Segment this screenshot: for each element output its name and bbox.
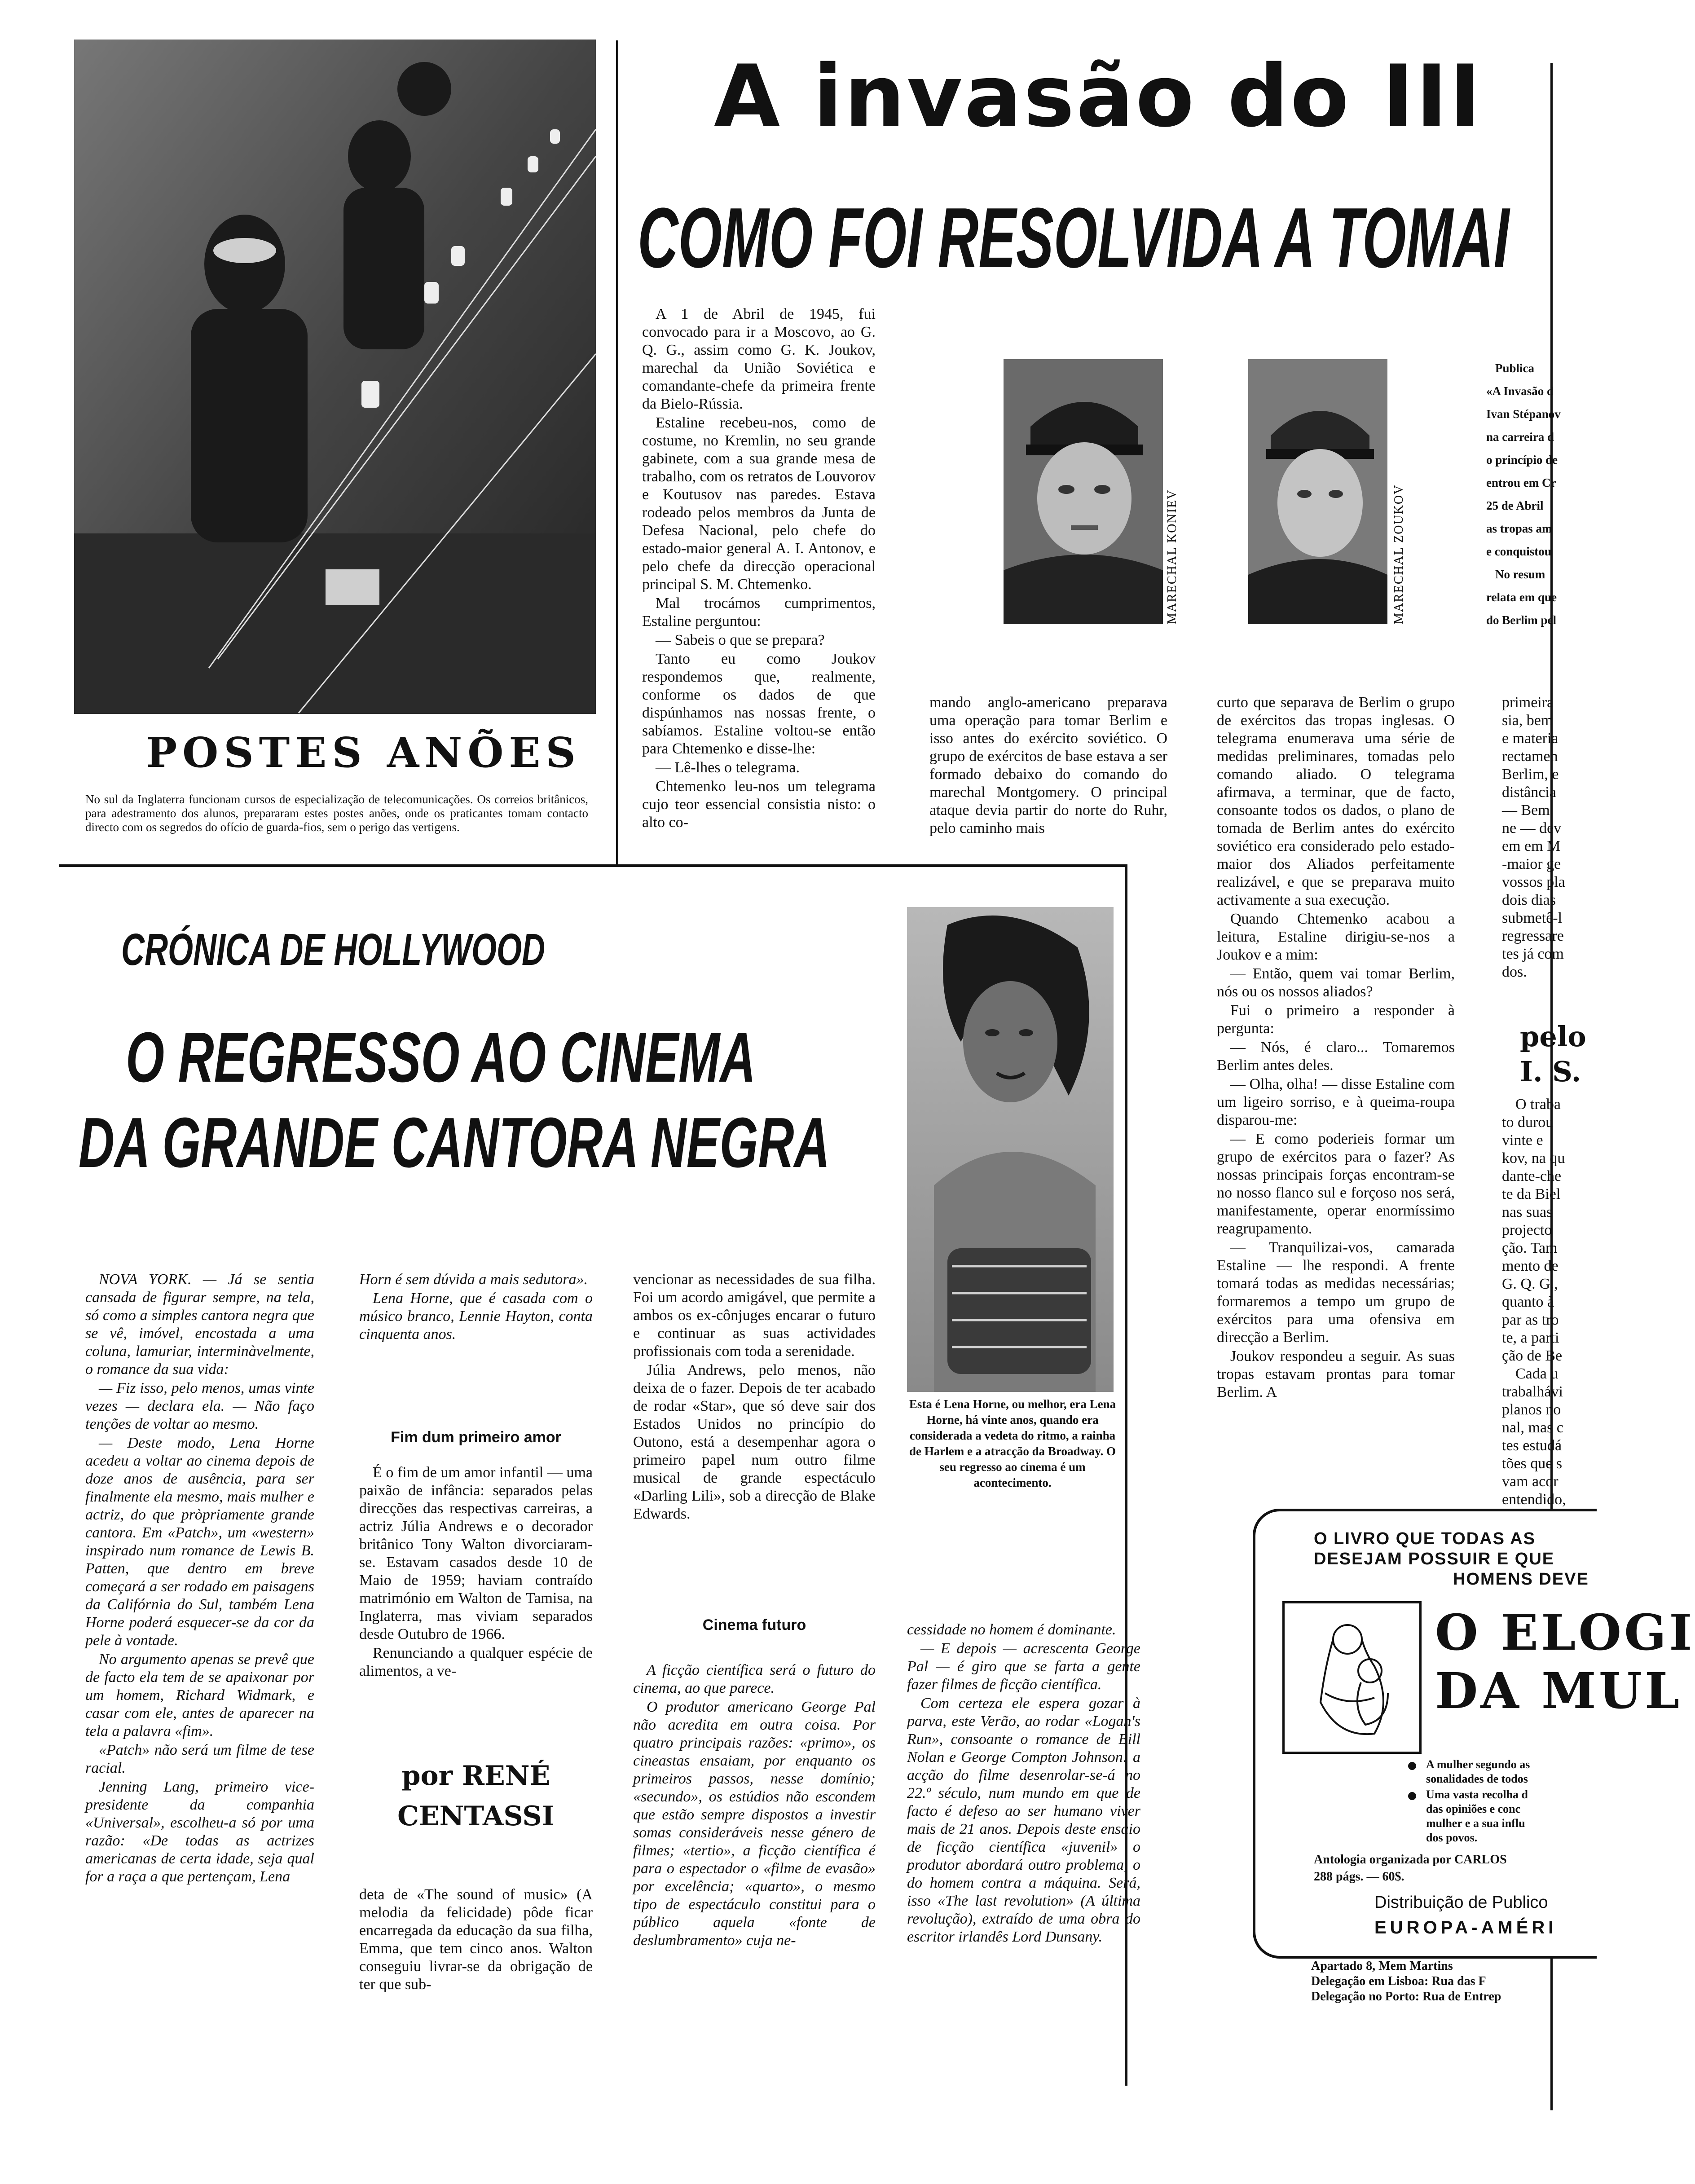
col5-line: par as tro [1502, 1312, 1559, 1328]
ad-bullet2-line: das opiniões e conc [1426, 1802, 1521, 1815]
invasion-col3-p1: curto que separava de Berlim o grupo de exércitos das tropas inglesas. O telegrama enumerava uma série de medidas preliminares, tomadas pelo comando aliado. O telegrama afirmava, a terminar, que de facto, consoante todos os dados, o plano de tomada de Berlim antes do exército soviético era considerado pelo estado-maior dos Aliados perfeitamente realizável, e que se preparava muito activamente a sua execução. [1217, 694, 1455, 908]
col5-line: nal, mas c [1502, 1419, 1563, 1436]
col5-line: O traba [1515, 1096, 1561, 1113]
intro-line: e conquistou [1486, 545, 1551, 558]
ad-line3: HOMENS DEVE [1453, 1570, 1589, 1589]
ad-anthology: Antologia organizada por CARLOS [1314, 1853, 1507, 1867]
subhead2-line: pelo [1520, 1020, 1586, 1053]
portrait-zoukov-label: MARECHAL ZOUKOV [1392, 484, 1406, 624]
col5-line: te, a parti [1502, 1330, 1559, 1346]
col4-line: dos. [1502, 964, 1527, 980]
invasion-subhead2-clipped [1520, 1019, 1586, 1100]
ad-bullet1 [1426, 1757, 1530, 1786]
portrait-koniev [1004, 359, 1163, 624]
col4-line: dois dias [1502, 892, 1556, 908]
hollywood-col1-p2: — Fiz isso, pelo menos, umas vinte vezes — declara ela. — Não faço tenções de voltar ao mesmo. [85, 1380, 314, 1432]
ad-address-line: Apartado 8, Mem Martins [1311, 1959, 1453, 1973]
col4-line: vossos pla [1502, 874, 1565, 890]
invasion-col3-p3: — Então, quem vai tomar Berlim, nós ou os nossos aliados? [1217, 965, 1455, 1000]
intro-line: «A Invasão d [1486, 384, 1554, 398]
intro-line: as tropas am [1486, 522, 1552, 535]
hollywood-col4-p3: Com certeza ele espera gozar à parva, este Verão, ao rodar «Logan's Run», consoante o romance de Bill Nolan e George Compton Johnson: a acção do filme desenrolar-se-á no 22.º século, num mundo em que de facto é defeso ao ser humano viver mais de 21 anos. Depois deste ensaio de ficção científica «juvenil» o produtor abordará outro problema, o do homem contra a máquina. Será, isso «The last revolution» (A última revolução), extraído de uma obra do escritor irlandês Lord Dunsany. [907, 1695, 1140, 1945]
col5-line: dante-che [1502, 1168, 1562, 1184]
col4-line: regressare [1502, 928, 1564, 944]
postes-photo-image [74, 40, 596, 714]
col4-line: e materia [1502, 730, 1559, 747]
invasion-col3-p2: Quando Chtemenko acabou a leitura, Estaline dirigiu-se-nos a Joukov e a mim: [1217, 911, 1455, 963]
hollywood-col1-p4: No argumento apenas se prevê que de facto ela tem de se apaixonar por um homem, Richard Widmark, e casar com ele, antes de aparecer na tela a palavra «fim». [85, 1651, 314, 1739]
col5-line: trabalhávi [1502, 1383, 1563, 1400]
ad-line1: O LIVRO QUE TODAS AS [1314, 1529, 1536, 1548]
portrait-koniev-label: MARECHAL KONIEV [1165, 489, 1179, 624]
intro-line: na carreira d [1486, 430, 1554, 444]
intro-line: Publica [1495, 361, 1535, 375]
col4-line: — Bem [1502, 802, 1550, 819]
invasion-col1-p1: A 1 de Abril de 1945, fui convocado para ir a Moscovo, ao G. Q. G., assim como G. K. Joukov, marechal da União Soviética e comandante-chefe da primeira frente da Bielo-Rússia. [642, 306, 876, 412]
ad-pages: 288 págs. — 60$. [1314, 1870, 1404, 1884]
hollywood-col2-p1: Horn é sem dúvida a mais sedutora». [359, 1271, 588, 1288]
col4-line: Berlim, e [1502, 766, 1559, 783]
hollywood-col4 [907, 1621, 1140, 1947]
invasion-col1-p7: Chtemenko leu-nos um telegrama cujo teor essencial consistia nisto: o alto co- [642, 778, 876, 831]
hollywood-col2-p3: É o fim de um amor infantil — uma paixão de infância: separados pelas direcções das respectivas carreiras, a actriz Júlia Andrews e o decorador britânico Tony Walton divorciaram-se. Estavam casados desde 10 de Maio de 1959; haviam contraído matrimónio em Walton de Tamisa, na Inglaterra, mas viviam separados desde Outubro de 1966. [359, 1464, 593, 1642]
lena-horne-photo [907, 907, 1114, 1392]
subhead2-line: I. S. [1520, 1055, 1581, 1088]
ad-bullet2-line: mulher e a sua influ [1426, 1817, 1525, 1830]
ad-bullet2 [1426, 1788, 1528, 1845]
invasion-col3-p8: — Tranquilizai-vos, camarada Estaline — lhe respondi. A frente tomará todas as medidas necessárias; formaremos a tempo um grupo de exércitos para uma ofensiva em direcção a Berlim. [1217, 1239, 1455, 1346]
col4-line: em em M [1502, 838, 1561, 854]
postes-caption: No sul da Inglaterra funcionam cursos de especialização de telecomunicações. Os correios britânicos, para adestramento dos alunos, prepararam estes postes anões, onde os praticantes tomam contacto directo com os segredos do ofício de guarda-fios, sem o perigo das vertigens. [85, 793, 588, 834]
ad-publisher: EUROPA-AMÉRI [1374, 1918, 1557, 1937]
invasion-col2 [929, 694, 1167, 838]
invasion-col1-p6: — Lê-lhes o telegrama. [656, 759, 800, 776]
hollywood-headline-line2: DA GRANDE CANTORA NEGRA [79, 1103, 830, 1182]
ad-address-line: Delegação no Porto: Rua de Entrep [1311, 1990, 1501, 2003]
col5-line: planos no [1502, 1401, 1561, 1418]
ad-bullet2-line: Uma vasta recolha d [1426, 1788, 1528, 1801]
ad-illustration [1282, 1601, 1422, 1754]
lena-horne-caption: Esta é Lena Horne, ou melhor, era Lena Horne, há vinte anos, quando era considerada a vedeta do ritmo, a rainha de Harlem e a atracção da Broadway. O seu regresso ao cinema é um acontecimento. [909, 1397, 1116, 1489]
col4-line: distância [1502, 784, 1556, 801]
hollywood-col1 [85, 1271, 314, 1887]
invasion-col3-p7: — E como poderieis formar um grupo de exércitos para o fazer? As nossas principais forças encontram-se no nosso flanco sul e forçoso nos será, manifestamente, operar enormíssimo reagrupamento. [1217, 1131, 1455, 1237]
col5-line: to durou [1502, 1114, 1554, 1131]
col5-line: projecto [1502, 1222, 1552, 1238]
hollywood-col2-bottom [359, 1886, 593, 1995]
subhead-fim-dum-primeiro-amor: Fim dum primeiro amor [391, 1429, 561, 1446]
hollywood-col3-p2: Júlia Andrews, pelo menos, não deixa de o fazer. Depois de ter acabado de rodar «Star», que só deve sair dos Estados Unidos no princípio do Outono, está a desempenhar agora o primeiro papel num outro filme musical de grande espectáculo «Darling Lili», sob a direcção de Blake Edwards. [633, 1362, 876, 1522]
hollywood-col3-bottom [633, 1661, 876, 1951]
byline-name: CENTASSI [397, 1801, 555, 1832]
ad-address [1311, 1959, 1581, 2004]
invasion-col3-p6: — Olha, olha! — disse Estaline com um ligeiro sorriso, e à queima-roupa disparou-me: [1217, 1076, 1455, 1128]
intro-line: 25 de Abril [1486, 499, 1544, 512]
col4-line: sia, bem [1502, 712, 1553, 729]
intro-line: relata em que [1486, 590, 1557, 604]
invasion-col4-clipped [1502, 694, 1581, 990]
ad-bullet1-line: A mulher segundo as [1426, 1758, 1530, 1771]
invasion-col5-clipped [1502, 1096, 1581, 1509]
book-advertisement [1253, 1509, 1695, 1959]
col4-line: rectamen [1502, 748, 1558, 765]
ad-bullet1-line: sonalidades de todos [1426, 1772, 1528, 1785]
hollywood-col1-p3: — Deste modo, Lena Horne acedeu a voltar ao cinema depois de doze anos de ausência, para ser finalmente ela mesmo, mais mulher e actriz, do que pròpriamente grande cantora. Em «Patch», um «western» inspirado num romance de Lewis B. Patten, que dentro em breve começará a ser rodado em paisagens da Califórnia do Sul, também Lena Horne poderá esquecer-se da cor da pele à vontade. [85, 1435, 314, 1649]
hollywood-col3-p1: vencionar as necessidades de sua filha. Foi um acordo amigável, que permite a ambos os ex-cônjuges encarar o futuro e continuar as suas actividades profissionais com toda a serenidade. [633, 1271, 876, 1360]
ad-bullet-dot-2 [1408, 1792, 1416, 1800]
invasion-col1-p4: — Sabeis o que se prepara? [656, 632, 825, 648]
intro-line: do Berlim pel [1486, 613, 1556, 627]
byline-por: por RENÉ [401, 1760, 550, 1792]
col5-line: mento de [1502, 1258, 1559, 1274]
invasion-col1 [642, 305, 876, 832]
col4-line: tes já com [1502, 946, 1564, 962]
mother-child-illustration-icon [1285, 1603, 1419, 1752]
lena-horne-photo-image [907, 907, 1114, 1392]
ad-line2: DESEJAM POSSUIR E QUE [1314, 1550, 1555, 1568]
invasion-intro-clipped [1486, 357, 1581, 635]
hollywood-col4-p2: — E depois — acrescenta George Pal — é giro que se farta a gente fazer filmes de ficção científica. [907, 1640, 1140, 1693]
portrait-zoukov-image [1248, 359, 1387, 624]
hollywood-col4-p1: cessidade no homem é dominante. [907, 1621, 1116, 1638]
postes-photo [74, 40, 596, 714]
col5-line: tes estudá [1502, 1437, 1562, 1454]
ad-bullet2-line: dos povos. [1426, 1831, 1478, 1844]
invasion-col1-p5: Tanto eu como Joukov respondemos que, realmente, conforme os dados de que dispúnhamos nas nossas frente, o sabíamos. Estaline voltou-se então para Chtemenko e disse-lhe: [642, 651, 876, 757]
hollywood-col2-p5: deta de «The sound of music» (A melodia da felicidade) pôde ficar encarregada da educação da sua filha, Emma, que tem cinco anos. Walton conseguiu livrar-se da obrigação de ter que sub- [359, 1886, 593, 1993]
intro-line: Ivan Stépanov [1486, 407, 1561, 421]
column-rule-top [616, 40, 618, 867]
invasion-headline: A invasão do III [714, 47, 1483, 146]
invasion-col3-p5: — Nós, é claro... Tomaremos Berlim antes deles. [1217, 1039, 1455, 1074]
hollywood-col2-mid [359, 1464, 593, 1681]
hollywood-col1-p5: «Patch» não será um filme de tese racial. [85, 1742, 314, 1776]
intro-line: entrou em Cr [1486, 476, 1556, 489]
invasion-col1-p3: Mal trocámos cumprimentos, Estaline perguntou: [642, 595, 876, 630]
hollywood-col1-p6: Jenning Lang, primeiro vice-presidente da companhia «Universal», escolheu-a só por uma razão: «De todas as actrizes americanas de certa idade, seja qual for a raça a que pertençam, Lena [85, 1779, 314, 1885]
ad-title1: O ELOGI [1435, 1603, 1695, 1661]
col5-line: nas suas [1502, 1204, 1553, 1220]
hollywood-col3-top [633, 1271, 876, 1524]
col5-line: G. Q. G., [1502, 1276, 1558, 1292]
postes-headline: POSTES ANÕES [146, 728, 581, 777]
ad-distribution: Distribuição de Publico [1374, 1893, 1548, 1912]
hollywood-col2-top [359, 1271, 593, 1344]
invasion-col1-p2: Estaline recebeu-nos, como de costume, no Kremlin, no seu grande gabinete, com a sua grande mesa de trabalho, com os retratos de Louvorov e Koutusov nas paredes. Estava rodeado pelos membros da Junta de Defesa Nacional, pelo chefe do estado-maior general A. I. Antonov, e pelo chefe da direcção operacional principal S. M. Chtemenko. [642, 414, 876, 593]
portrait-koniev-image [1004, 359, 1163, 624]
col4-line: -maior ge [1502, 856, 1561, 872]
col5-line: ção de Be [1502, 1347, 1563, 1364]
col5-line: entendido, [1502, 1491, 1566, 1508]
col5-line: ção. Tam [1502, 1240, 1558, 1256]
col5-line: Cada u [1515, 1365, 1559, 1382]
invasion-col2-p1: mando anglo-americano preparava uma operação para tomar Berlim e isso antes do exército soviético. O grupo de exércitos de base estava a ser formado debaixo do comando do marechal Montgomery. O principal ataque devia partir do norte do Ruhr, pelo caminho mais [929, 694, 1167, 837]
col5-line: tões que s [1502, 1455, 1563, 1472]
portrait-zoukov [1248, 359, 1387, 624]
hollywood-col3-p4: O produtor americano George Pal não acredita em outra coisa. Por quatro principais razões: «primo», os cineastas ensaiam, por enquanto os primeiros passos, nesse domínio; «secundo», os estúdios não escondem que estão sempre dispostos a investir somas consideráveis nesse género de filmes; «tertio», a ficção científica é para o espectador o «filme de evasão» por excelência; «quarto», o mesmo tipo de espectáculo constitui para o público aquela «fonte de deslumbramento» cuja ne- [633, 1699, 876, 1949]
col5-line: vam acor [1502, 1473, 1559, 1490]
hollywood-col2-p4: Renunciando a qualquer espécie de alimentos, a ve- [359, 1645, 593, 1679]
col4-line: ne — dev [1502, 820, 1562, 837]
hollywood-col1-p1: NOVA YORK. — Já se sentia cansada de figurar sempre, na tela, só como a simples cantora negra que se vê, imóvel, encostada a uma coluna, lamuriar, interminàvelmente, o romance da sua vida: [85, 1271, 314, 1378]
col5-line: te da Biel [1502, 1186, 1561, 1202]
ad-title2: DA MUL [1435, 1662, 1682, 1720]
col5-line: kov, na qu [1502, 1150, 1565, 1167]
hollywood-col3-p3: A ficção científica será o futuro do cinema, ao que parece. [633, 1662, 876, 1696]
subhead-cinema-futuro: Cinema futuro [702, 1616, 806, 1634]
intro-line: No resum [1495, 568, 1545, 581]
col4-line: primeira [1502, 694, 1554, 711]
intro-line: o princípio de [1486, 453, 1558, 467]
invasion-col3-p4: Fui o primeiro a responder à pergunta: [1217, 1002, 1455, 1037]
section-rule-hollywood-top [59, 864, 1127, 867]
col4-line: submetê-l [1502, 910, 1563, 926]
ad-address-line: Delegação em Lisboa: Rua das F [1311, 1974, 1486, 1988]
col5-line: vinte e [1502, 1132, 1543, 1149]
col5-line: quanto à [1502, 1294, 1554, 1310]
hollywood-headline-line1: O REGRESSO AO CINEMA [126, 1018, 756, 1097]
invasion-col3-p9: Joukov respondeu a seguir. As suas tropas estavam prontas para tomar Berlim. A [1217, 1348, 1455, 1400]
invasion-subheadline: COMO FOI RESOLVIDA A TOMAI [638, 190, 1510, 286]
ad-bullet-dot-1 [1408, 1762, 1416, 1770]
invasion-col3 [1217, 694, 1455, 1402]
hollywood-kicker: CRÓNICA DE HOLLYWOOD [121, 925, 545, 975]
hollywood-col2-p2: Lena Horne, que é casada com o músico branco, Lennie Hayton, conta cinquenta anos. [359, 1290, 593, 1343]
